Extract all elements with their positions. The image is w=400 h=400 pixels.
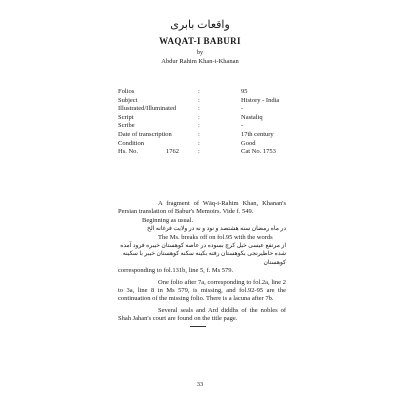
metadata-row bbox=[118, 148, 318, 157]
metadata-label: Script bbox=[118, 113, 134, 121]
metadata-row bbox=[118, 131, 318, 140]
metadata-colon: : bbox=[198, 130, 200, 138]
metadata-label: Condition bbox=[118, 139, 145, 147]
metadata-colon: : bbox=[198, 105, 200, 113]
metadata-label: Illustrated/Illuminated bbox=[118, 105, 177, 113]
metadata-row bbox=[118, 97, 318, 106]
metadata-colon: : bbox=[198, 122, 200, 130]
metadata-row bbox=[118, 140, 318, 149]
description-body bbox=[118, 200, 286, 324]
lacuna-paragraph: One folio after 7a, corresponding to fol.2a, line 2 to 3a, line 8 in Ms 579, is missing, and fol.92-95 are the continuation of the missing folio. There is a lacuna after 7b. bbox=[118, 278, 286, 303]
metadata-value: 17th century bbox=[241, 130, 274, 138]
metadata-colon: : bbox=[198, 113, 200, 121]
metadata-row bbox=[118, 88, 318, 97]
page-number: 33 bbox=[196, 381, 204, 388]
description-paragraph: A fragment of Wāq-i-Rahim Khan, Khanan's Persian translation of Babur's Memoirs. Vide f. 549. bbox=[118, 200, 286, 216]
metadata-label: Hs. No. bbox=[118, 148, 139, 156]
metadata-row bbox=[118, 114, 318, 123]
ending-intro: The Ms. breaks off on fol.95 with the words bbox=[158, 233, 273, 241]
metadata-colon: : bbox=[198, 88, 200, 95]
metadata-colon: : bbox=[198, 96, 200, 104]
metadata-value: History - India bbox=[241, 96, 280, 104]
seals-paragraph: Several seals and Ard diddhs of the nobles of Shah Jahan's court are found on the title page. bbox=[118, 306, 286, 323]
title-latin: WAQAT-I BABURI bbox=[159, 36, 241, 46]
metadata-colon: : bbox=[198, 139, 200, 147]
metadata-label: Subject bbox=[118, 96, 138, 104]
metadata-row bbox=[118, 105, 318, 114]
by-line: by bbox=[197, 50, 203, 56]
metadata-table bbox=[118, 88, 318, 157]
metadata-value: Cat No. 1753 bbox=[241, 148, 276, 156]
metadata-value: 95 bbox=[241, 88, 248, 95]
metadata-label: Folios bbox=[118, 88, 135, 95]
title-persian: واقعات بابری bbox=[170, 19, 230, 31]
metadata-colon: : bbox=[198, 148, 200, 156]
metadata-value: Good bbox=[241, 139, 256, 147]
persian-explicit: از مرتفع عیسی خیل کرچ بسوده در عاصه کوهستان خیبره فرود آمده شده حاطیرنجی بکوهستان رفته بکینه سکنه کوهستان خیبر با سکینه کوهستان bbox=[120, 243, 286, 266]
metadata-label: Scribe bbox=[118, 122, 135, 130]
metadata-extra: 1762 bbox=[166, 148, 179, 156]
metadata-value: Nastaliq bbox=[241, 113, 263, 121]
author-name: Abdur Rahim Khan-i-Khanan bbox=[161, 58, 239, 65]
metadata-value: - bbox=[241, 122, 244, 130]
section-divider bbox=[190, 326, 206, 327]
metadata-label: Date of transcription bbox=[118, 130, 172, 138]
beginning-line: Beginning as usual. bbox=[142, 216, 194, 224]
persian-incipit: در ماه رمضان سنه هشتصد و نود و نه در ولایت فرغانه الخ bbox=[146, 226, 286, 233]
correspondence-note: corresponding to fol.131b, line 5, f. Ms 579. bbox=[118, 267, 234, 275]
metadata-row bbox=[118, 122, 318, 131]
metadata-value: - bbox=[241, 105, 244, 113]
